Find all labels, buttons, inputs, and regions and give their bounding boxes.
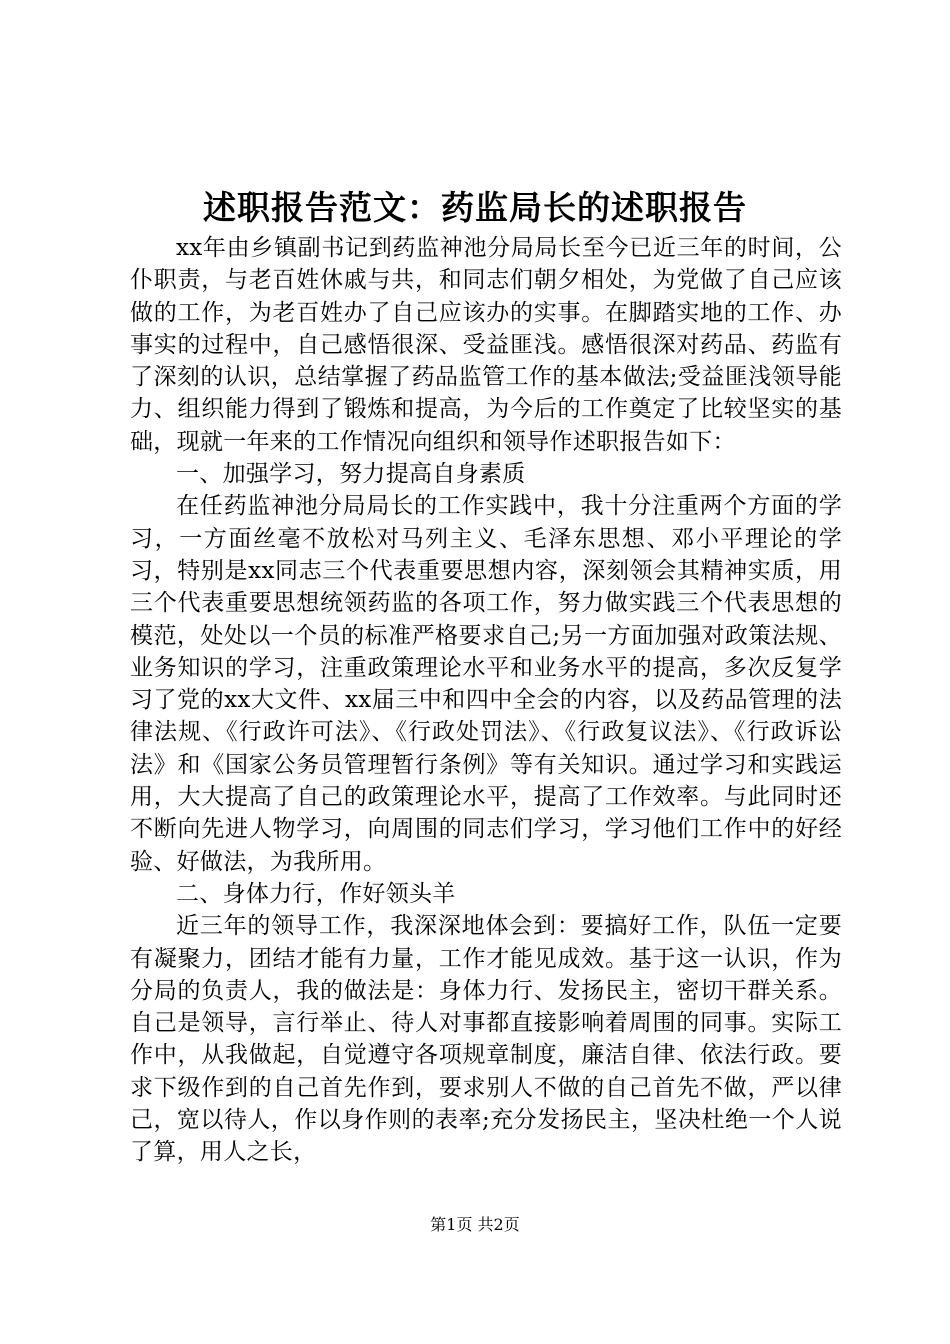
document-title: 述职报告范文：药监局长的述职报告	[203, 188, 747, 227]
page-footer: 第1页 共2页	[430, 1215, 520, 1234]
section-heading-1: 一、加强学习，努力提高自身素质	[176, 461, 526, 488]
paragraph-leadership: 近三年的领导工作，我深深地体会到：要搞好工作，队伍一定要有凝聚力，团结才能有力量，工作才能见成效。基于这一认识，作为分局的负责人，我的做法是：身体力行、发扬民主，密切干群关系。自己是领导，言行举止、待人对事都直接影响着周围的同事。实际工作中，从我做起，自觉遵守各项规章制度，廉洁自律、依法行政。要求下级作到的自己首先作到，要求别人不做的自己首先不做，严以律己，宽以待人，作以身作则的表率;充分发扬民主，坚决杜绝一个人说了算，用人之长，	[130, 913, 842, 1166]
section-heading-2: 二、身体力行，作好领头羊	[176, 880, 456, 907]
document-body	[130, 232, 842, 1169]
paragraph-study: 在任药监神池分局局长的工作实践中，我十分注重两个方面的学习，一方面丝毫不放松对马列主义、毛泽东思想、邓小平理论的学习，特别是xx同志三个代表重要思想内容，深刻领会其精神实质，用三个代表重要思想统领药监的各项工作，努力做实践三个代表思想的模范，处处以一个员的标准严格要求自己;另一方面加强对政策法规、业务知识的学习，注重政策理论水平和业务水平的提高，多次反复学习了党的xx大文件、xx届三中和四中全会的内容，以及药品管理的法律法规、《行政许可法》、《行政处罚法》、《行政复议法》、《行政诉讼法》和《国家公务员管理暂行条例》等有关知识。通过学习和实践运用，大大提高了自己的政策理论水平，提高了工作效率。与此同时还不断向先进人物学习，向周围的同志们学习，学习他们工作中的好经验、好做法，为我所用。	[130, 493, 842, 875]
paragraph-intro: xx年由乡镇副书记到药监神池分局局长至今已近三年的时间，公仆职责，与老百姓休戚与共，和同志们朝夕相处，为党做了自己应该做的工作，为老百姓办了自己应该办的实事。在脚踏实地的工作、办事实的过程中，自己感悟很深、受益匪浅。感悟很深对药品、药监有了深刻的认识，总结掌握了药品监管工作的基本做法;受益匪浅领导能力、组织能力得到了锻炼和提高，为今后的工作奠定了比较坚实的基础，现就一年来的工作情况向组织和领导作述职报告如下：	[130, 235, 842, 455]
